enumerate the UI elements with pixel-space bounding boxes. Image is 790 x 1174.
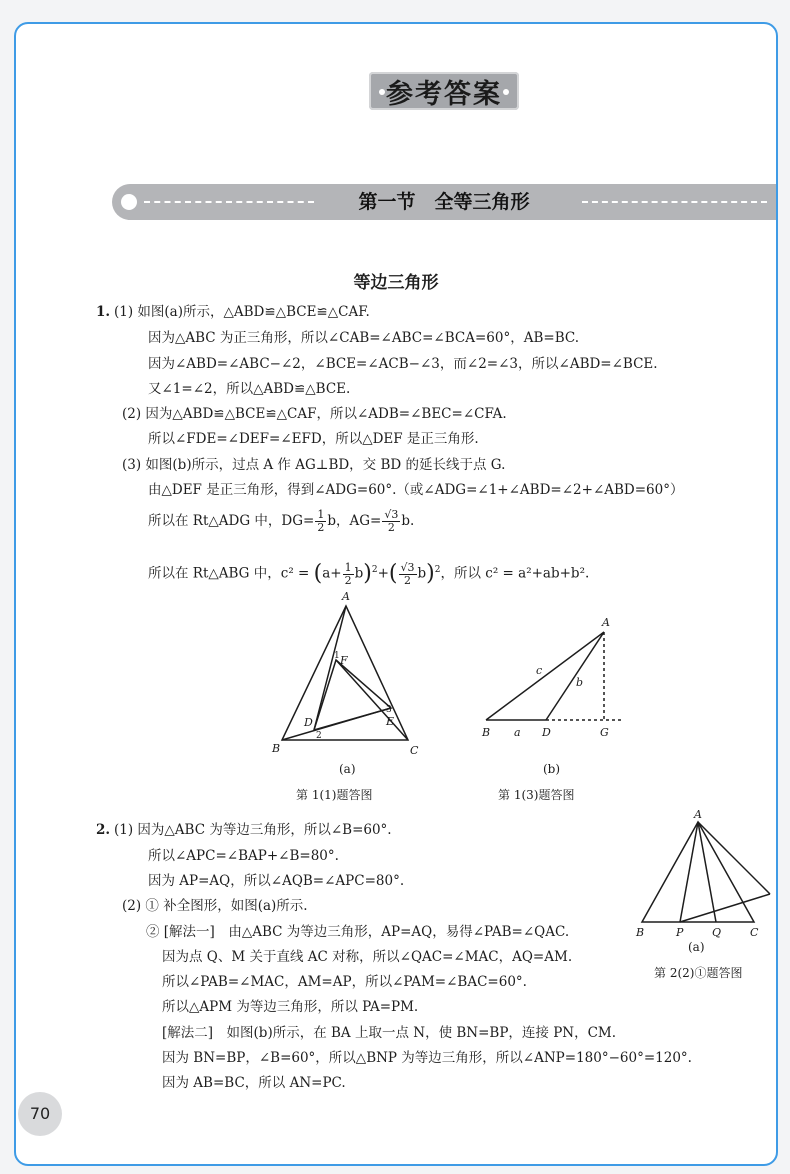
label-b: B	[272, 742, 281, 755]
q1-line-8: 由△DEF 是正三角形，得到∠ADG=60°.（或∠ADG=∠1+∠ABD=∠2+∠ABD=60°）	[148, 482, 684, 498]
label-f: F	[340, 654, 348, 667]
label-g: G	[600, 726, 609, 739]
section-title: 第一节 全等三角形	[358, 191, 530, 213]
label-q: Q	[712, 926, 722, 939]
q2-line-9: [解法二] 如图(b)所示，在 BA 上取一点 N，使 BN=BP，连接 PN，CM.	[162, 1025, 617, 1041]
q2-line-7: 所以∠PAB=∠MAC，AM=AP，所以∠PAM=∠BAC=60°.	[162, 974, 527, 990]
frac-num: √3	[384, 508, 399, 521]
label-d: D	[304, 716, 313, 729]
fig2-sub: (a)	[688, 940, 705, 954]
q1-line-1: (1) 如图(a)所示，△ABD≌△BCE≌△CAF.	[114, 304, 370, 320]
q2-line-8: 所以△APM 为等边三角形，所以 PA=PM.	[162, 999, 419, 1015]
fig1b-sub: (b)	[543, 762, 561, 776]
q2-number: 2.	[96, 822, 111, 838]
fraction-sqrt3-half	[382, 509, 400, 534]
segment-cf	[336, 660, 408, 740]
topic-title: 等边三角形	[353, 273, 439, 293]
q1-l9-part-c: b.	[401, 513, 415, 529]
term1-a: a+	[322, 565, 342, 582]
q2-line-11: 因为 AB=BC，所以 AN=PC.	[162, 1075, 346, 1091]
q1-l9-part-a: 所以在 Rt△ADG 中，DG=	[148, 513, 315, 529]
frac-num: 1	[344, 560, 352, 574]
q2-line-2: 所以∠APC=∠BAP+∠B=80°.	[148, 848, 339, 864]
label-a: A	[602, 616, 610, 629]
fig2-caption: 第 2(2)①题答图	[654, 966, 743, 980]
banner-title: 参考答案	[386, 78, 502, 110]
label-side-a: a	[514, 726, 521, 739]
fraction-half-2	[343, 562, 354, 587]
frac-num: 1	[317, 508, 325, 521]
frac-den: 2	[404, 573, 411, 587]
figure-1a	[266, 590, 446, 760]
q1-l10-part-b: ，所以 c² = a²+ab+b².	[440, 565, 590, 582]
q1-line-3: 因为∠ABD=∠ABC−∠2，∠BCE=∠ACB−∠3，而∠2=∠3，所以∠ABD=∠BCE.	[148, 356, 658, 372]
q1-line-7: (3) 如图(b)所示，过点 A 作 AG⊥BD，交 BD 的延长线于点 G.	[122, 457, 506, 473]
frac-den: 2	[344, 573, 352, 587]
label-angle-1: 1	[334, 651, 340, 661]
q1-line-6: 所以∠FDE=∠DEF=∠EFD，所以△DEF 是正三角形.	[148, 431, 479, 447]
section-bar	[112, 184, 776, 220]
label-angle-2: 2	[316, 731, 322, 741]
label-a: A	[342, 590, 350, 603]
fraction-sqrt3-half-2	[399, 562, 417, 587]
triangle-def	[314, 660, 391, 730]
frac-num: √3	[400, 560, 415, 574]
q2-line-10: 因为 BN=BP，∠B=60°，所以△BNP 为等边三角形，所以∠ANP=180°−60°=120°.	[162, 1050, 692, 1066]
figure-2a	[632, 808, 772, 948]
q1-line-10: 所以在 Rt△ABG 中，c² = (a+ $\frac{1}{2}$ b)$^2$+( $\frac{√3}{2}$ b)$^2$，所以 c² = a²+ab+b².	[148, 560, 590, 587]
fraction-half	[315, 509, 326, 534]
q1-line-9	[148, 506, 414, 536]
segment-ba	[486, 632, 604, 720]
term1-b: b	[354, 565, 364, 582]
fig1a-sub: (a)	[339, 762, 356, 776]
term2-b: b	[417, 565, 427, 582]
q2-line-1: (1) 因为△ABC 为等边三角形，所以∠B=60°.	[114, 822, 392, 838]
q2-line-6: 因为点 Q、M 关于直线 AC 对称，所以∠QAC=∠MAC，AQ=AM.	[162, 949, 573, 965]
q1-line-2: 因为△ABC 为正三角形，所以∠CAB=∠ABC=∠BCA=60°，AB=BC.	[148, 330, 580, 346]
document-page	[14, 22, 778, 1166]
label-b: B	[482, 726, 491, 739]
fig1b-caption: 第 1(3)题答图	[498, 788, 575, 802]
label-e: E	[386, 715, 395, 728]
q1-l10-part-a: 所以在 Rt△ABG 中，c² =	[148, 565, 310, 582]
label-angle-3: 3	[386, 705, 392, 715]
label-p: P	[676, 926, 684, 939]
label-c: C	[410, 744, 419, 757]
triangle-abc	[642, 822, 754, 922]
segment-ad	[314, 606, 346, 730]
q1-line-4: 又∠1=∠2，所以△ABD≌△BCE.	[148, 381, 351, 397]
q1-line-5: (2) 因为△ABD≌△BCE≌△CAF，所以∠ADB=∠BEC=∠CFA.	[122, 406, 507, 422]
label-side-c: c	[536, 664, 543, 677]
fig1a-caption: 第 1(1)题答图	[296, 788, 373, 802]
frac-den: 2	[317, 521, 325, 534]
answer-banner	[369, 72, 519, 110]
q2-line-5: ② [解法一] 由△ABC 为等边三角形，AP=AQ，易得∠PAB=∠QAC.	[146, 924, 570, 940]
q2-line-3: 因为 AP=AQ，所以∠AQB=∠APC=80°.	[148, 873, 405, 889]
label-side-b: b	[576, 676, 584, 689]
frac-den: 2	[387, 521, 395, 534]
segment-da	[546, 632, 604, 720]
label-d: D	[542, 726, 551, 739]
figure-1b	[476, 594, 636, 754]
page-number: 70	[18, 1092, 62, 1136]
label-a: A	[694, 808, 702, 821]
segment-pm	[680, 894, 770, 922]
q1-number: 1.	[96, 304, 111, 320]
label-b: B	[636, 926, 645, 939]
q1-l9-part-b: b，AG=	[327, 513, 382, 529]
label-c: C	[750, 926, 759, 939]
q2-line-4: (2) ① 补全图形，如图(a)所示.	[122, 898, 308, 914]
